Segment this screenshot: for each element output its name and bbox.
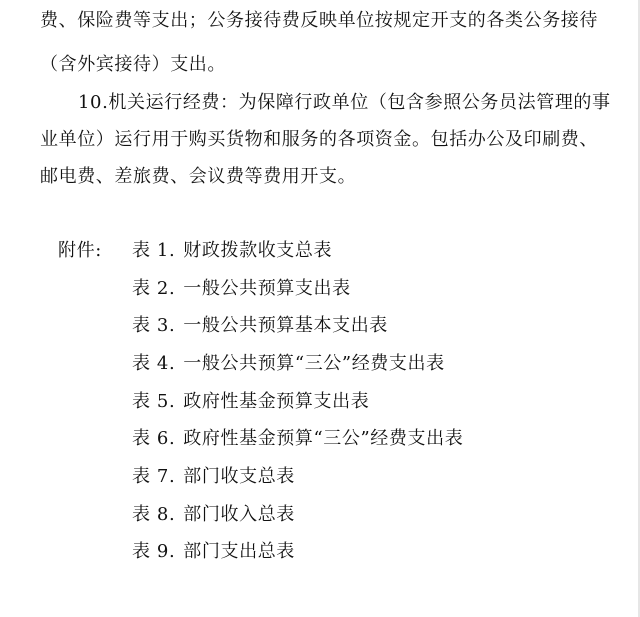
attachment-title: 一般公共预算“三公”经费支出表: [183, 353, 445, 374]
attachment-item: [132, 278, 351, 300]
paragraph-line: 邮电费、差旅费、会议费等费用开支。: [40, 166, 357, 187]
attachment-item: [132, 240, 332, 262]
attachment-number: 表 6.: [132, 428, 176, 449]
attachment-item: [132, 428, 463, 450]
attachment-item: [132, 391, 369, 413]
attachment-item: [132, 504, 295, 526]
paragraph-line: 费、保险费等支出；公务接待费反映单位按规定开支的各类公务接待: [40, 10, 598, 31]
attachment-item: [132, 353, 445, 375]
attachment-title: 部门支出总表: [183, 541, 295, 562]
attachment-number: 表 9.: [132, 541, 176, 562]
attachment-number: 表 8.: [132, 504, 176, 525]
paragraph-line: （含外宾接待）支出。: [40, 54, 226, 75]
attachment-number: 表 1.: [132, 240, 176, 261]
attachment-title: 政府性基金预算支出表: [183, 391, 370, 412]
attachment-number: 表 5.: [132, 391, 176, 412]
attachment-item: [132, 466, 295, 488]
attachment-number: 表 4.: [132, 353, 176, 374]
paragraph-line: 10.机关运行经费：为保障行政单位（包含参照公务员法管理的事: [78, 92, 611, 113]
attachment-title: 财政拨款收支总表: [183, 240, 333, 261]
attachment-title: 部门收支总表: [183, 466, 295, 487]
attachment-title: 政府性基金预算“三公”经费支出表: [183, 428, 464, 449]
attachment-title: 一般公共预算基本支出表: [183, 315, 388, 336]
attachment-title: 一般公共预算支出表: [183, 278, 351, 299]
attachment-item: [132, 541, 295, 563]
attachment-item: [132, 315, 388, 337]
attachment-title: 部门收入总表: [183, 504, 295, 525]
attachment-number: 表 7.: [132, 466, 176, 487]
attachment-number: 表 2.: [132, 278, 176, 299]
paragraph-line: 业单位）运行用于购买货物和服务的各项资金。包括办公及印刷费、: [40, 129, 598, 150]
attachment-number: 表 3.: [132, 315, 176, 336]
attachments-label: 附件:: [58, 240, 102, 261]
